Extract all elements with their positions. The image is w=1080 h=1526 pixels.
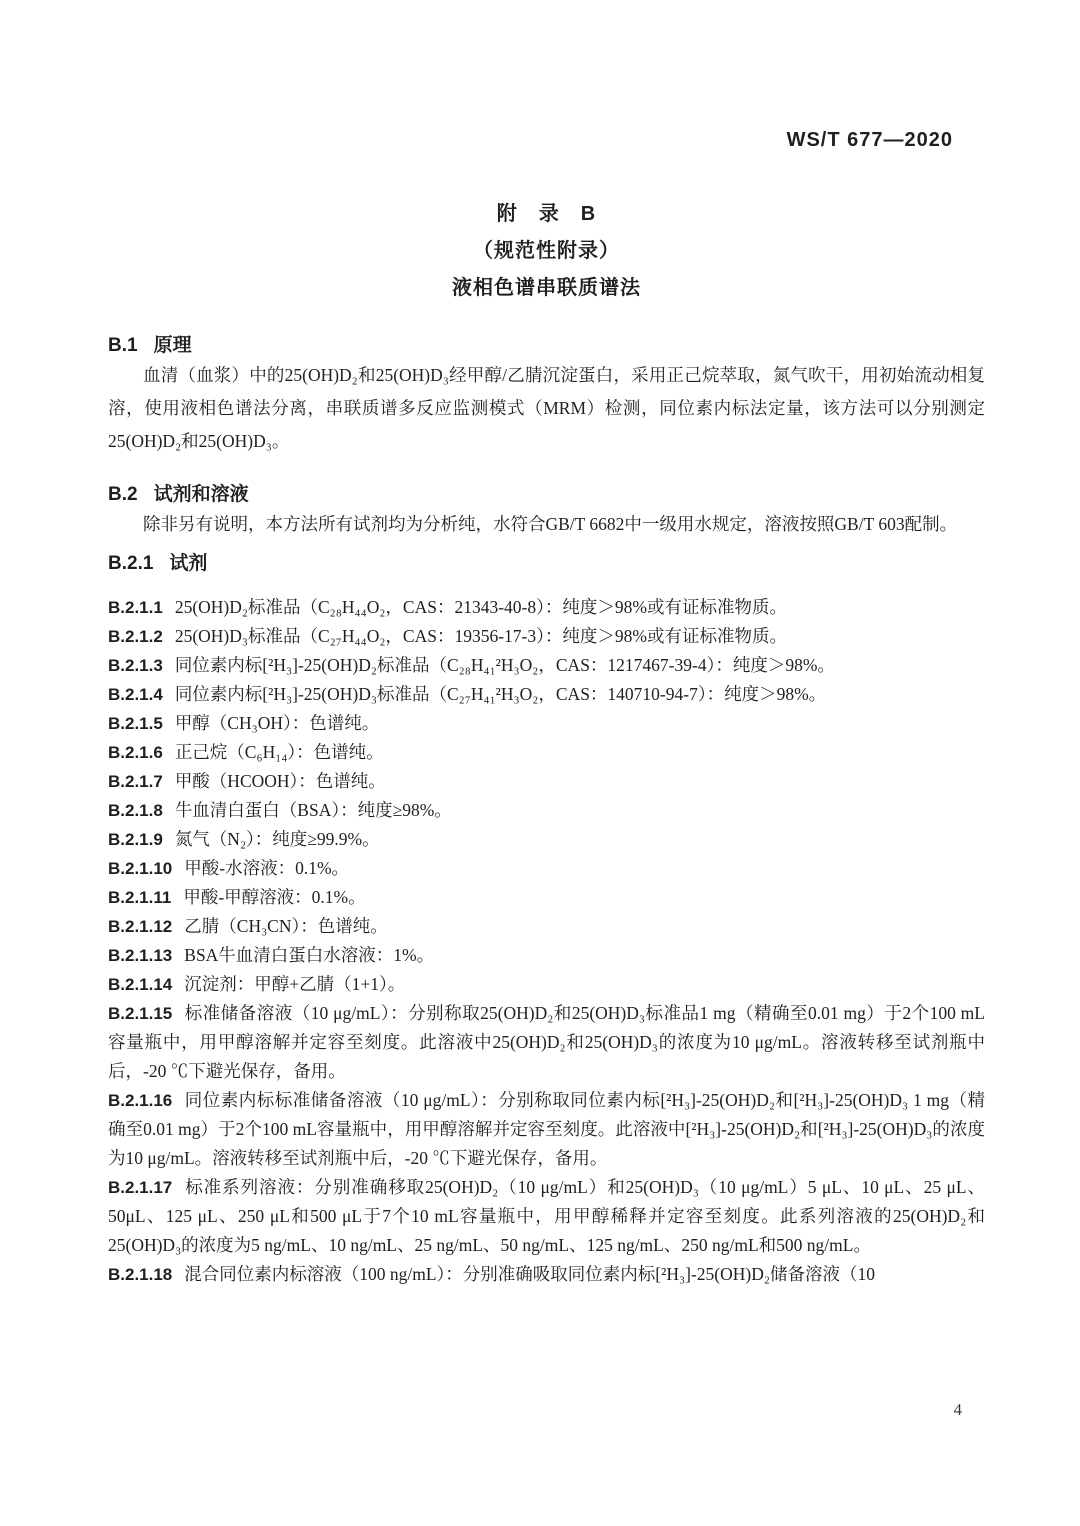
reagent-item [108, 622, 985, 651]
reagent-number: B.2.1.8 [108, 801, 163, 820]
reagent-number: B.2.1.6 [108, 743, 163, 762]
reagent-text: 标准储备溶液（10 μg/mL）：分别称取25(OH)D₂和25(OH)D₃标准品1 mg（精确至0.01 mg）于2个100 mL容量瓶中，用甲醇溶解并定容至刻度。此溶液中25(OH)D₂和25(OH)D₃的浓度为10 μg/mL。溶液转移至试剂瓶中后，-20 ℃下避光保存，备用。 [108, 1003, 985, 1081]
reagent-number: B.2.1.14 [108, 975, 173, 994]
reagent-text: 标准系列溶液：分别准确移取25(OH)D₂（10 μg/mL）和25(OH)D₃（10 μg/mL）5 μL、10 μL、25 μL、50μL、125 μL、250 μL和500 μL于7个10 mL容量瓶中，用甲醇稀释并定容至刻度。此系列溶液的25(OH)D₂和25(OH)D₃的浓度为5 ng/mL、10 ng/mL、25 ng/mL、50 ng/mL、125 ng/mL、250 ng/mL和500 ng/mL。 [108, 1177, 985, 1255]
reagent-item [108, 999, 985, 1086]
reagent-number: B.2.1.16 [108, 1091, 173, 1110]
reagent-number: B.2.1.17 [108, 1178, 173, 1197]
reagent-item [108, 825, 985, 854]
reagent-item [108, 1173, 985, 1260]
reagent-text: 25(OH)D₃标准品（C₂₇H₄₄O₂，CAS：19356-17-3）：纯度＞98%或有证标准物质。 [174, 626, 787, 646]
reagent-item [108, 767, 985, 796]
reagent-number: B.2.1.9 [108, 830, 163, 849]
section-heading-b2 [108, 482, 985, 508]
reagent-text: 同位素内标[²H₃]-25(OH)D₃标准品（C₂₇H₄₁²H₃O₂，CAS：140710-94-7）：纯度＞98%。 [174, 684, 827, 704]
reagent-text: 混合同位素内标溶液（100 ng/mL）：分别准确吸取同位素内标[²H₃]-25(OH)D₂储备溶液（10 [184, 1264, 875, 1284]
reagent-item [108, 941, 985, 970]
reagent-text: 同位素内标标准储备溶液（10 μg/mL）：分别称取同位素内标[²H₃]-25(OH)D₂和[²H₃]-25(OH)D₃ 1 mg（精确至0.01 mg）于2个100 mL容量瓶中，用甲醇溶解并定容至刻度。此溶液中[²H₃]-25(OH)D₂和[²H₃]-25(OH)D₃的浓度为10 μg/mL。溶液转移至试剂瓶中后，-20 ℃下避光保存，备用。 [108, 1090, 985, 1168]
reagent-item [108, 738, 985, 767]
section-b2-paragraph: 除非另有说明，本方法所有试剂均为分析纯，水符合GB/T 6682中一级用水规定，溶液按照GB/T 603配制。 [143, 514, 958, 534]
reagent-text: 乙腈（CH₃CN）：色谱纯。 [184, 916, 388, 936]
section-number: B.2.1 [108, 553, 154, 574]
reagent-text: 25(OH)D₂标准品（C₂₈H₄₄O₂，CAS：21343-40-8）：纯度＞98%或有证标准物质。 [174, 597, 787, 617]
reagent-number: B.2.1.13 [108, 946, 173, 965]
reagent-list [108, 593, 985, 1289]
section-heading-b21 [108, 551, 985, 577]
reagent-number: B.2.1.2 [108, 627, 163, 646]
reagent-item [108, 854, 985, 883]
section-title: 原理 [153, 335, 192, 356]
reagent-item [108, 1260, 985, 1289]
reagent-number: B.2.1.4 [108, 685, 163, 704]
appendix-title-line3: 液相色谱串联质谱法 [452, 277, 641, 299]
reagent-number: B.2.1.15 [108, 1004, 173, 1023]
reagent-text: 沉淀剂：甲醇+乙腈（1+1）。 [184, 974, 406, 994]
appendix-title-line2: （规范性附录） [473, 240, 620, 262]
reagent-text: 甲酸-甲醇溶液：0.1%。 [183, 887, 366, 907]
section-b1-paragraph: 血清（血浆）中的25(OH)D₂和25(OH)D₃经甲醇/乙腈沉淀蛋白，采用正己烷萃取，氮气吹干，用初始流动相复溶，使用液相色谱法分离，串联质谱多反应监测模式（MRM）检测，同位素内标法定量，该方法可以分别测定25(OH)D₂和25(OH)D₃。 [108, 365, 985, 451]
reagent-number: B.2.1.10 [108, 859, 173, 878]
reagent-item [108, 680, 985, 709]
section-heading-b1 [108, 333, 985, 359]
section-title: 试剂 [169, 553, 208, 574]
reagent-number: B.2.1.1 [108, 598, 163, 617]
reagent-text: 同位素内标[²H₃]-25(OH)D₂标准品（C₂₈H₄₁²H₃O₂，CAS：1217467-39-4）：纯度＞98%。 [174, 655, 835, 675]
reagent-number: B.2.1.5 [108, 714, 163, 733]
reagent-text: 甲醇（CH₃OH）：色谱纯。 [174, 713, 380, 733]
page-number: 4 [953, 1400, 962, 1419]
reagent-item [108, 796, 985, 825]
section-title: 试剂和溶液 [153, 484, 249, 505]
section-number: B.2 [108, 484, 138, 505]
reagent-number: B.2.1.18 [108, 1265, 173, 1284]
reagent-text: 甲酸-水溶液：0.1%。 [184, 858, 350, 878]
appendix-title-block [108, 196, 985, 307]
reagent-item [108, 1086, 985, 1173]
reagent-text: 氮气（N₂）：纯度≥99.9%。 [174, 829, 380, 849]
reagent-item [108, 593, 985, 622]
reagent-item [108, 912, 985, 941]
reagent-text: 正己烷（C₆H₁₄）：色谱纯。 [174, 742, 384, 762]
reagent-text: 牛血清白蛋白（BSA）：纯度≥98%。 [174, 800, 452, 820]
reagent-item [108, 970, 985, 999]
section-number: B.1 [108, 335, 138, 356]
reagent-number: B.2.1.12 [108, 917, 173, 936]
reagent-item [108, 709, 985, 738]
reagent-text: 甲酸（HCOOH）：色谱纯。 [174, 771, 386, 791]
reagent-item [108, 883, 985, 912]
reagent-item [108, 651, 985, 680]
doc-code: WS/T 677—2020 [786, 129, 953, 151]
reagent-number: B.2.1.7 [108, 772, 163, 791]
reagent-text: BSA牛血清白蛋白水溶液：1%。 [184, 945, 435, 965]
reagent-number: B.2.1.3 [108, 656, 163, 675]
reagent-number: B.2.1.11 [108, 888, 172, 907]
appendix-title-line1: 附 录 B [496, 203, 597, 225]
